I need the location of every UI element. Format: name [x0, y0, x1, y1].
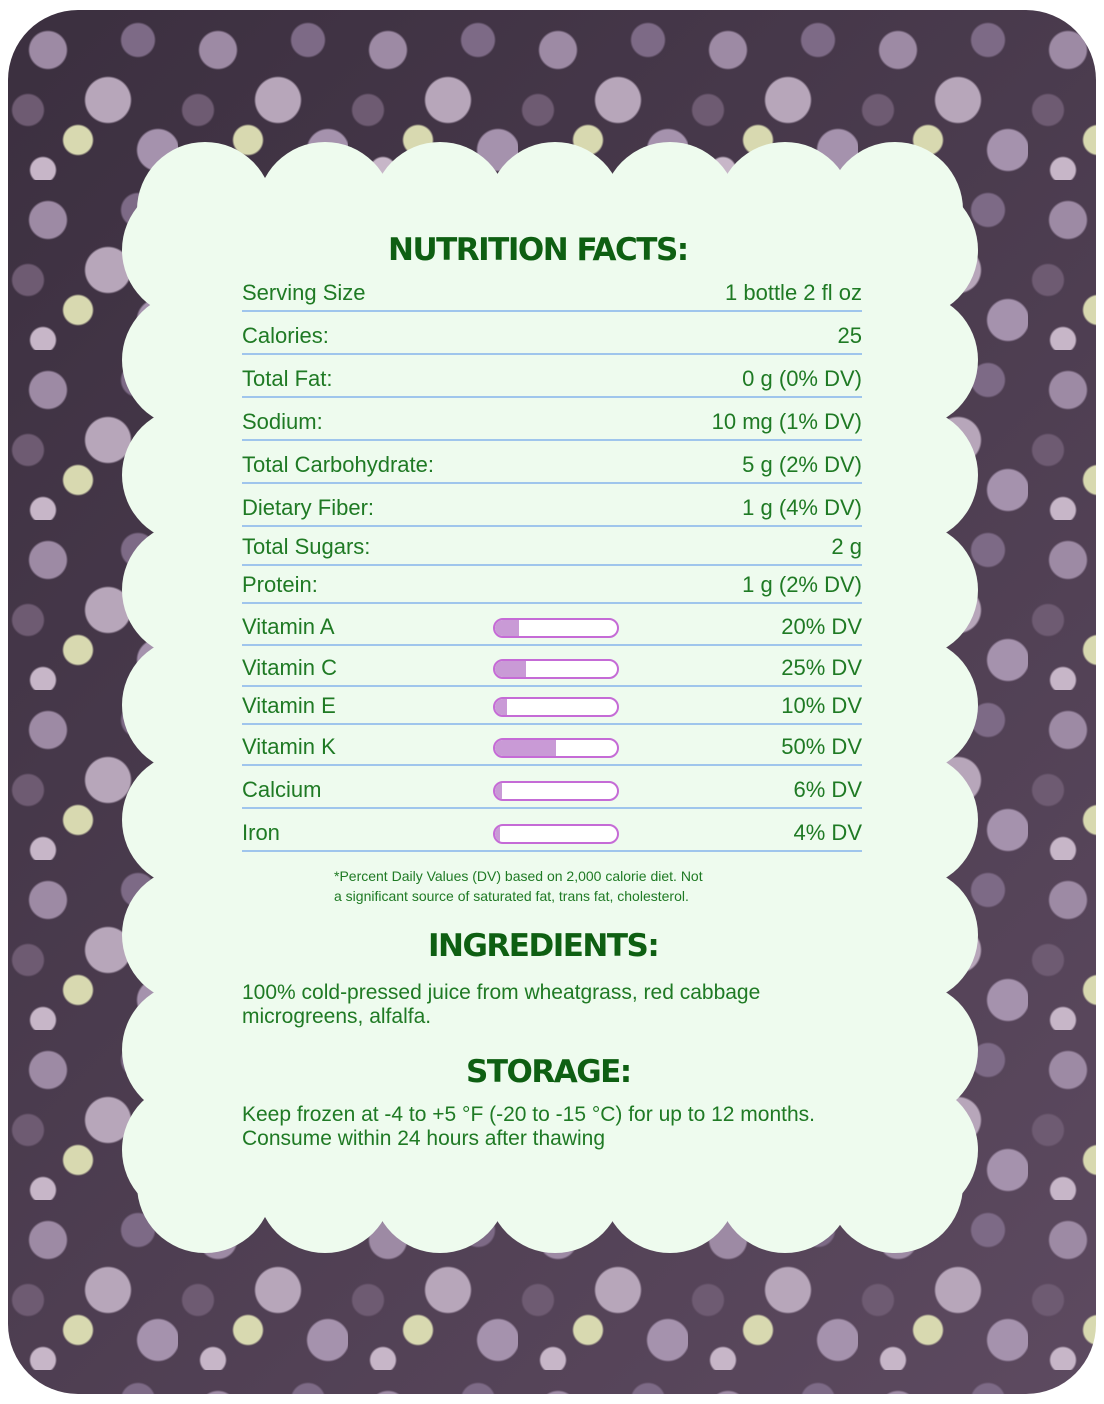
vitamin-value: 25% DV [781, 655, 862, 680]
nutrient-value: 2 g [831, 534, 862, 559]
nutrition-row [242, 323, 862, 355]
ingredients-line-1: 100% cold-pressed juice from wheatgrass, red cabbage [242, 981, 761, 1004]
ingredients-text [242, 981, 882, 1029]
nutrient-label: Total Carbohydrate: [242, 452, 434, 477]
nutrient-label: Dietary Fiber: [242, 495, 375, 520]
vitamin-label: Vitamin A [242, 614, 335, 639]
dv-progress-fill [495, 620, 519, 636]
nutrition-row [242, 572, 862, 604]
dv-progress-bar [493, 618, 619, 638]
ingredients-title: INGREDIENTS: [428, 928, 659, 964]
dv-progress-fill [495, 661, 526, 677]
storage-text [242, 1103, 882, 1151]
vitamin-row [242, 614, 862, 646]
dv-progress-bar [493, 781, 619, 801]
nutrient-label: Sodium: [242, 409, 323, 434]
vitamin-label: Calcium [242, 777, 322, 802]
nutrient-value: 5 g (2% DV) [742, 452, 862, 477]
vitamin-value: 10% DV [781, 693, 862, 718]
dv-progress-fill [495, 826, 500, 842]
vitamin-label: Iron [242, 820, 280, 845]
vitamin-row [242, 734, 862, 766]
vitamin-value: 4% DV [793, 820, 862, 845]
vitamin-value: 20% DV [781, 614, 862, 639]
nutrition-row [242, 452, 862, 484]
vitamin-row [242, 655, 862, 687]
ingredients-line-2: microgreens, alfalfa. [242, 1005, 432, 1028]
nutrition-row [242, 280, 862, 312]
nutrition-row [242, 409, 862, 441]
nutrient-label: Calories: [242, 323, 329, 348]
vitamin-value: 50% DV [781, 734, 862, 759]
vitamin-row [242, 820, 862, 852]
nutrition-row [242, 534, 862, 566]
dv-progress-bar [493, 738, 619, 758]
dv-footnote [334, 866, 774, 906]
nutrient-value: 1 g (2% DV) [742, 572, 862, 597]
nutrient-label: Total Sugars: [242, 534, 371, 559]
nutrition-title: NUTRITION FACTS: [388, 232, 688, 268]
dv-progress-fill [495, 783, 502, 799]
dv-progress-fill [495, 699, 507, 715]
nutrient-label: Total Fat: [242, 366, 333, 391]
nutrient-value: 1 bottle 2 fl oz [725, 280, 862, 305]
footnote-line-2: a significant source of saturated fat, trans fat, cholesterol. [334, 888, 689, 904]
vitamin-row [242, 693, 862, 725]
dv-progress-bar [493, 659, 619, 679]
vitamin-label: Vitamin C [242, 655, 337, 680]
dv-progress-fill [495, 740, 556, 756]
nutrient-value: 25 [837, 323, 862, 348]
nutrient-value: 1 g (4% DV) [742, 495, 862, 520]
nutrient-value: 0 g (0% DV) [742, 366, 862, 391]
footnote-line-1: *Percent Daily Values (DV) based on 2,000 calorie diet. Not [334, 868, 703, 884]
vitamin-value: 6% DV [793, 777, 862, 802]
storage-line-1: Keep frozen at -4 to +5 °F (-20 to -15 °C) for up to 12 months. [242, 1103, 815, 1126]
vitamin-row [242, 777, 862, 809]
nutrient-label: Serving Size [242, 280, 366, 305]
dv-progress-bar [493, 824, 619, 844]
vitamin-label: Vitamin K [242, 734, 336, 759]
nutrient-value: 10 mg (1% DV) [711, 409, 862, 434]
nutrition-row [242, 366, 862, 398]
storage-title: STORAGE: [466, 1054, 631, 1090]
storage-line-2: Consume within 24 hours after thawing [242, 1127, 606, 1150]
nutrition-row [242, 495, 862, 527]
vitamin-label: Vitamin E [242, 693, 336, 718]
nutrient-label: Protein: [242, 572, 318, 597]
dv-progress-bar [493, 697, 619, 717]
